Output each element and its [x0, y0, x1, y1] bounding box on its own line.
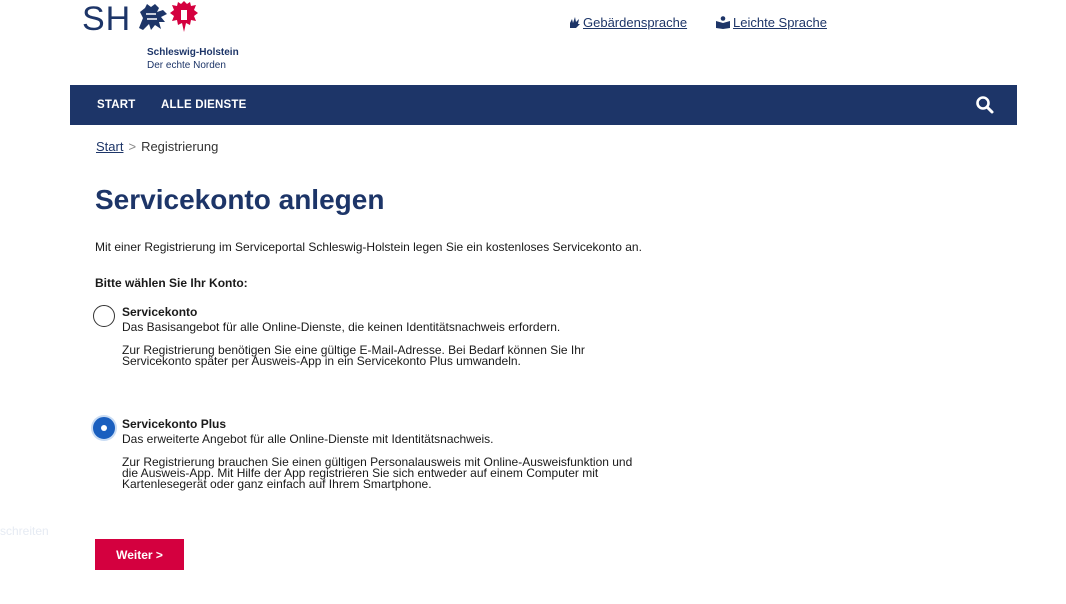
account-choice-label: Bitte wählen Sie Ihr Konto: — [95, 276, 248, 290]
nettle-leaf-icon — [170, 1, 198, 33]
page-title: Servicekonto anlegen — [95, 184, 385, 215]
nav-item-alle-dienste[interactable]: ALLE DIENSTE — [161, 99, 247, 111]
easy-language-link-wrapper — [715, 15, 827, 32]
option-description: Das erweiterte Angebot für alle Online-Dienste mit Identitätsnachweis. — [122, 432, 494, 446]
sign-language-link[interactable] — [568, 15, 687, 30]
easy-language-label: Leichte Sprache — [733, 15, 827, 30]
weiter-button[interactable]: Weiter > — [95, 539, 184, 570]
main-navigation — [70, 85, 1017, 125]
logo-name: Schleswig-Holstein — [147, 47, 239, 58]
hand-sign-icon — [568, 16, 581, 29]
breadcrumb-current: Registrierung — [141, 139, 219, 154]
option-description: Das Basisangebot für alle Online-Dienste, die keinen Identitätsnachweis erfordern. — [122, 320, 561, 334]
logo-tagline: Der echte Norden — [147, 60, 226, 71]
option-title: Servicekonto Plus — [122, 417, 227, 431]
sign-language-label: Gebärdensprache — [583, 15, 688, 30]
sign-language-link-wrapper — [568, 15, 687, 32]
book-reader-icon — [715, 16, 731, 29]
faded-text: schreiten — [0, 524, 49, 538]
search-icon[interactable] — [975, 95, 995, 115]
easy-language-link[interactable] — [715, 15, 827, 30]
option-servicekonto-body — [122, 307, 642, 367]
option-detail: Zur Registrierung brauchen Sie einen gültigen Personalausweis mit Online-Ausweisfunktion und die Ausweis-App. Mit Hilfe der App registrieren Sie sich entweder auf einem Computer mit Kartenlesegerät oder ganz einfach auf Ihrem Smartphone. — [122, 455, 633, 491]
radio-servicekonto[interactable] — [93, 305, 115, 327]
breadcrumb — [96, 139, 218, 154]
nav-item-start[interactable]: START — [97, 99, 136, 111]
option-servicekonto-plus-body — [122, 419, 642, 490]
logo-abbreviation: SH — [82, 0, 132, 38]
option-title: Servicekonto — [122, 305, 198, 319]
breadcrumb-separator: > — [128, 139, 137, 154]
breadcrumb-home-link[interactable]: Start — [96, 139, 124, 154]
radio-servicekonto-plus[interactable] — [93, 417, 115, 439]
option-detail: Zur Registrierung benötigen Sie eine gültige E-Mail-Adresse. Bei Bedarf können Sie Ihr Servicekonto später per Ausweis-App in ein Servicekonto Plus umwandeln. — [122, 343, 585, 368]
lion-icon — [137, 2, 169, 32]
intro-text: Mit einer Registrierung im Serviceportal Schleswig-Holstein legen Sie ein kostenloses Servicekonto an. — [95, 240, 642, 254]
